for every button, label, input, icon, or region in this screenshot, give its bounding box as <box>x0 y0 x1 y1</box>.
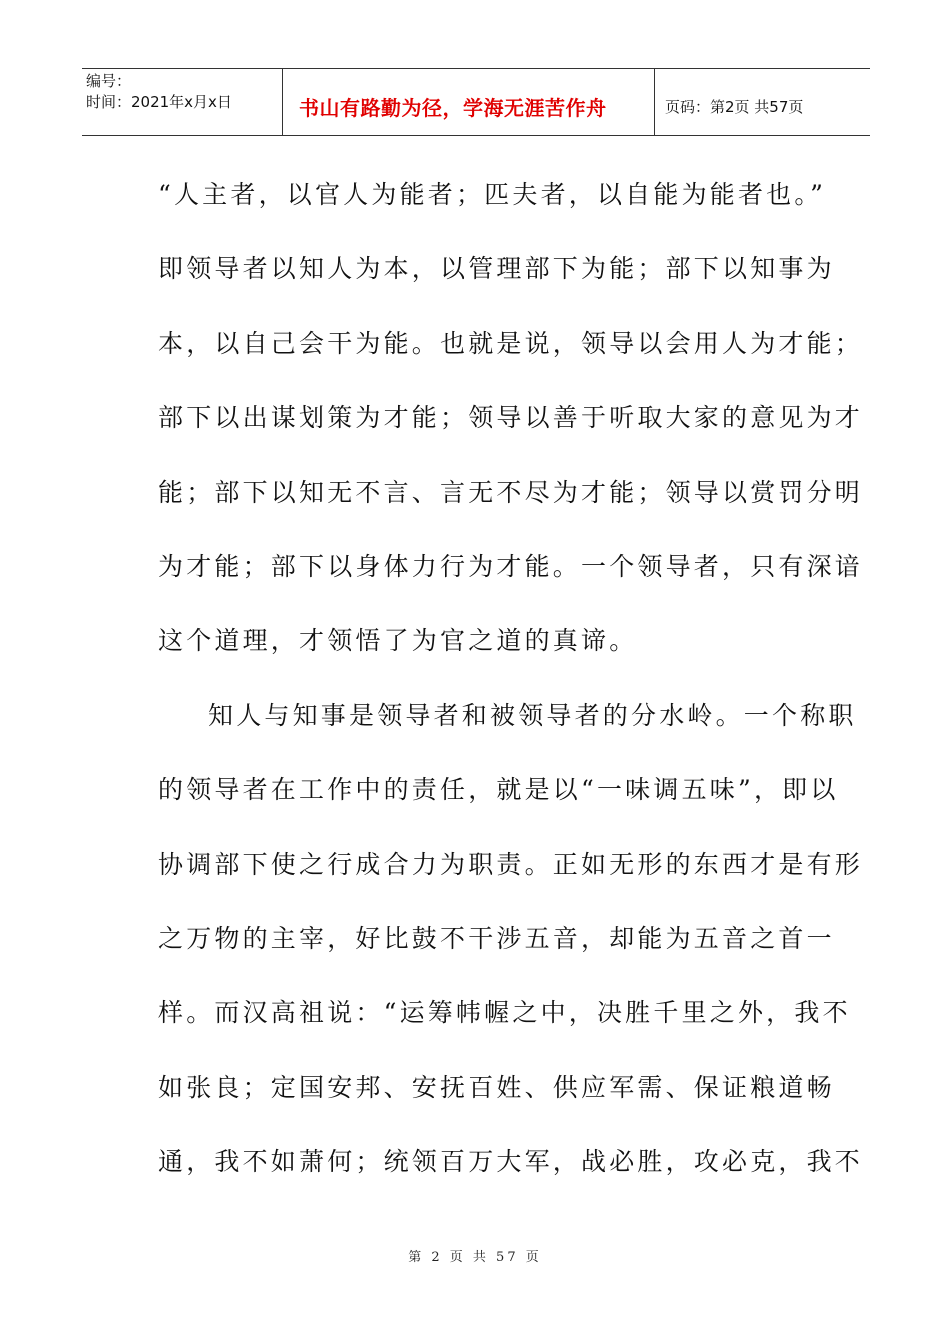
text-line: 的领导者在工作中的责任，就是以“一味调五味”，即以 <box>158 775 839 805</box>
text-line: 通，我不如萧何；统领百万大军，战必胜，攻必克，我不 <box>158 1147 864 1177</box>
page-code-label: 页码：第2页 共57页 <box>665 97 804 116</box>
header-page-cell <box>655 69 870 135</box>
text-line: 能；部下以知无不言、言无不尽为才能；领导以赏罚分明 <box>158 477 864 507</box>
text-line: 样。而汉高祖说：“运筹帏幄之中，决胜千里之外，我不 <box>158 998 851 1028</box>
page-header <box>82 68 870 136</box>
motto-text: 书山有路勤为径，学海无涯苦作舟 <box>299 95 607 120</box>
text-line: 如张良；定国安邦、安抚百姓、供应军需、保证粮道畅 <box>158 1072 835 1102</box>
header-info-cell <box>82 69 283 135</box>
text-line: “人主者，以官人为能者；匹夫者，以自能为能者也。” <box>158 180 827 209</box>
text-line: 即领导者以知人为本，以管理部下为能；部下以知事为 <box>158 254 835 284</box>
text-line: 部下以出谋划策为才能；领导以善于听取大家的意见为才 <box>158 403 864 433</box>
text-line: 知人与知事是领导者和被领导者的分水岭。一个称职 <box>208 700 857 730</box>
serial-number-label: 编号： <box>86 72 132 90</box>
text-line: 为才能；部下以身体力行为才能。一个领导者，只有深谙 <box>158 551 864 581</box>
text-line: 协调部下使之行成合力为职责。正如无形的东西才是有形 <box>158 849 864 879</box>
text-line: 之万物的主宰，好比鼓不干涉五音，却能为五音之首一 <box>158 923 835 953</box>
document-body <box>158 158 864 1199</box>
date-label: 时间：2021年x月x日 <box>86 93 232 111</box>
header-motto-cell <box>283 69 655 135</box>
text-line: 这个道理，才领悟了为官之道的真谛。 <box>158 626 638 656</box>
text-line: 本，以自己会干为能。也就是说，领导以会用人为才能； <box>158 328 864 358</box>
page-footer: 第 2 页 共 57 页 <box>408 1250 542 1265</box>
